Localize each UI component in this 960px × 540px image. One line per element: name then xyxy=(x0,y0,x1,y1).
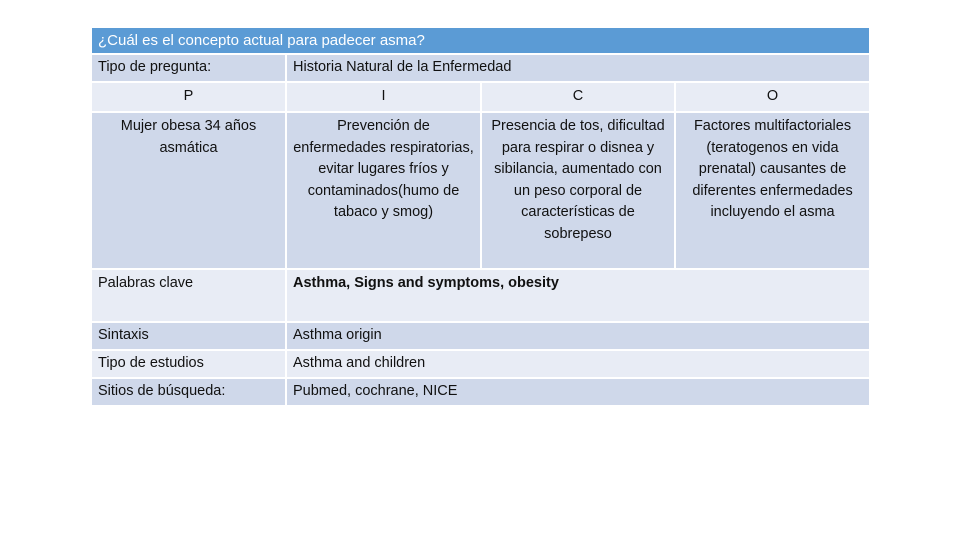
pico-header-p: P xyxy=(91,82,286,112)
pico-value-i: Prevención de enfermedades respiratorias, evitar lugares fríos y contaminados(humo de tabaco y smog) xyxy=(286,112,481,269)
study-type-row xyxy=(91,350,870,378)
pico-values-row xyxy=(91,112,870,269)
study-type-value: Asthma and children xyxy=(286,350,870,378)
search-sites-label: Sitios de búsqueda: xyxy=(91,378,286,406)
search-sites-value: Pubmed, cochrane, NICE xyxy=(286,378,870,406)
syntax-label: Sintaxis xyxy=(91,322,286,350)
keywords-row xyxy=(91,269,870,322)
pico-table xyxy=(90,26,871,407)
pico-header-row xyxy=(91,82,870,112)
search-sites-row xyxy=(91,378,870,406)
pico-header-o: O xyxy=(675,82,870,112)
question-type-label: Tipo de pregunta: xyxy=(91,54,286,82)
pico-value-p: Mujer obesa 34 años asmática xyxy=(91,112,286,269)
pico-header-c: C xyxy=(481,82,675,112)
question-type-value: Historia Natural de la Enfermedad xyxy=(286,54,870,82)
keywords-label: Palabras clave xyxy=(91,269,286,322)
question-type-row xyxy=(91,54,870,82)
syntax-value: Asthma origin xyxy=(286,322,870,350)
pico-header-i: I xyxy=(286,82,481,112)
table-title: ¿Cuál es el concepto actual para padecer asma? xyxy=(91,27,870,54)
table-header-row xyxy=(91,27,870,54)
syntax-row xyxy=(91,322,870,350)
study-type-label: Tipo de estudios xyxy=(91,350,286,378)
pico-value-c: Presencia de tos, dificultad para respirar o disnea y sibilancia, aumentado con un peso corporal de características de sobrepeso xyxy=(481,112,675,269)
pico-value-o: Factores multifactoriales (teratogenos en vida prenatal) causantes de diferentes enfermedades incluyendo el asma xyxy=(675,112,870,269)
keywords-value: Asthma, Signs and symptoms, obesity xyxy=(286,269,870,322)
